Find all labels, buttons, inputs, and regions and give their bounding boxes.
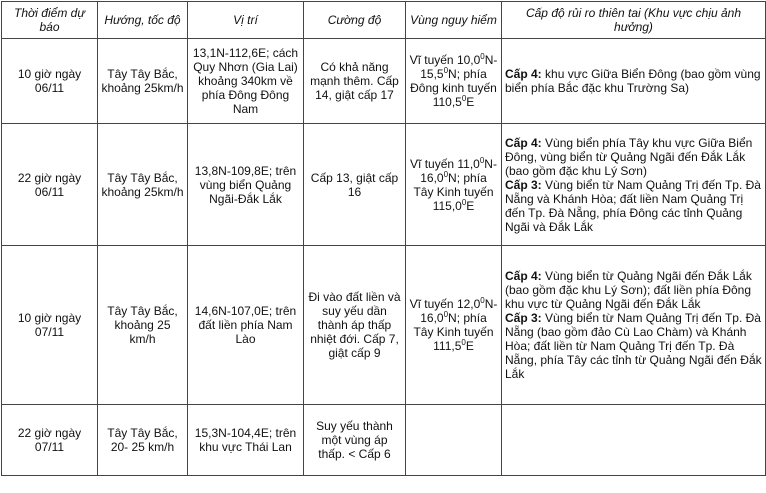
- risk-item: Cấp 4: khu vực Giữa Biển Đông (bao gồm vùng biển phía Bắc đặc khu Trường Sa): [505, 67, 761, 95]
- cell-position: 13,1N-112,6E; cách Quy Nhơn (Gia Lai) khoảng 340km về phía Đông Đông Nam: [188, 39, 304, 124]
- header-row: [2, 2, 766, 39]
- cell-position: 14,6N-107,0E; trên đất liền phía Nam Lào: [188, 246, 304, 405]
- cell-risk-level: [502, 246, 766, 405]
- cell-direction: Tây Tây Bắc, 20- 25 km/h: [98, 405, 188, 476]
- cell-position: 15,3N-104,4E; trên khu vực Thái Lan: [188, 405, 304, 476]
- cell-time: 22 giờ ngày 07/11: [2, 405, 98, 476]
- cell-danger-zone: Vĩ tuyến 10,0$^0$N-15,5$^0$N; phía Đông kinh tuyến 110,5$^0$E: [406, 39, 502, 124]
- cell-direction: Tây Tây Bắc, khoảng 25km/h: [98, 39, 188, 124]
- table-row: [2, 39, 766, 124]
- table-row: [2, 124, 766, 246]
- cell-direction: Tây Tây Bắc, khoảng 25km/h: [98, 124, 188, 246]
- cell-time: 10 giờ ngày 06/11: [2, 39, 98, 124]
- cell-intensity: Suy yếu thành một vùng áp thấp. < Cấp 6: [304, 405, 406, 476]
- cell-time: 22 giờ ngày 06/11: [2, 124, 98, 246]
- table-row: [2, 405, 766, 476]
- cell-intensity: Cấp 13, giật cấp 16: [304, 124, 406, 246]
- risk-item: Cấp 3: Vùng biển từ Nam Quảng Trị đến Tp. Đà Nẵng và Khánh Hòa; đất liền Nam Quảng Trị đến Tp. Đà Nẵng, phía Đông các tỉnh Quảng Ngãi và Đắk Lắk: [505, 177, 761, 234]
- risk-item: Cấp 4: Vùng biển từ Quảng Ngãi đến Đắk Lắk (bao gồm đặc khu Lý Sơn); đất liền phía Đông khu vực từ Quảng Ngãi đến Đắk Lắk: [505, 269, 752, 311]
- header-direction: Hướng, tốc độ: [98, 2, 188, 39]
- cell-danger-zone: Vĩ tuyến 12,0$^0$N-16,0$^0$N; phía Tây Kinh tuyến 111,5$^0$E: [406, 246, 502, 405]
- risk-item: Cấp 3: Vùng biển từ Nam Quảng Trị đến Tp. Đà Nẵng (bao gồm đảo Cù Lao Chàm) và Khánh Hòa; đất liền từ Nam Quảng Trị đến Tp. Đà Nẵng, phía Tây các tỉnh từ Quảng Ngãi đến Đắk Lắk: [505, 311, 762, 381]
- cell-position: 13,8N-109,8E; trên vùng biển Quảng Ngãi-Đắk Lắk: [188, 124, 304, 246]
- cell-risk-level: [502, 124, 766, 246]
- header-time: Thời điểm dự báo: [2, 2, 98, 39]
- cell-intensity: Đi vào đất liền và suy yếu dần thành áp thấp nhiệt đới. Cấp 7, giật cấp 9: [304, 246, 406, 405]
- storm-forecast-table: [1, 1, 766, 476]
- header-danger-zone: Vùng nguy hiểm: [406, 2, 502, 39]
- risk-item: Cấp 4: Vùng biển phía Tây khu vực Giữa Biển Đông, vùng biển từ Quảng Ngãi đến Đắk Lắk (bao gồm đặc khu Lý Sơn): [505, 135, 753, 178]
- header-position: Vị trí: [188, 2, 304, 39]
- cell-intensity: Có khả năng mạnh thêm. Cấp 14, giật cấp 17: [304, 39, 406, 124]
- cell-time: 10 giờ ngày 07/11: [2, 246, 98, 405]
- header-risk-level: Cấp độ rủi ro thiên tai (Khu vực chịu ảnh hưởng): [502, 2, 766, 39]
- cell-danger-zone: [406, 405, 502, 476]
- cell-danger-zone: Vĩ tuyến 11,0$^0$N-16,0$^0$N; phía Tây Kinh tuyến 115,0$^0$E: [406, 124, 502, 246]
- cell-direction: Tây Tây Bắc, khoảng 25 km/h: [98, 246, 188, 405]
- header-intensity: Cường độ: [304, 2, 406, 39]
- cell-risk-level: [502, 39, 766, 124]
- cell-risk-level: [502, 405, 766, 476]
- table-row: [2, 246, 766, 405]
